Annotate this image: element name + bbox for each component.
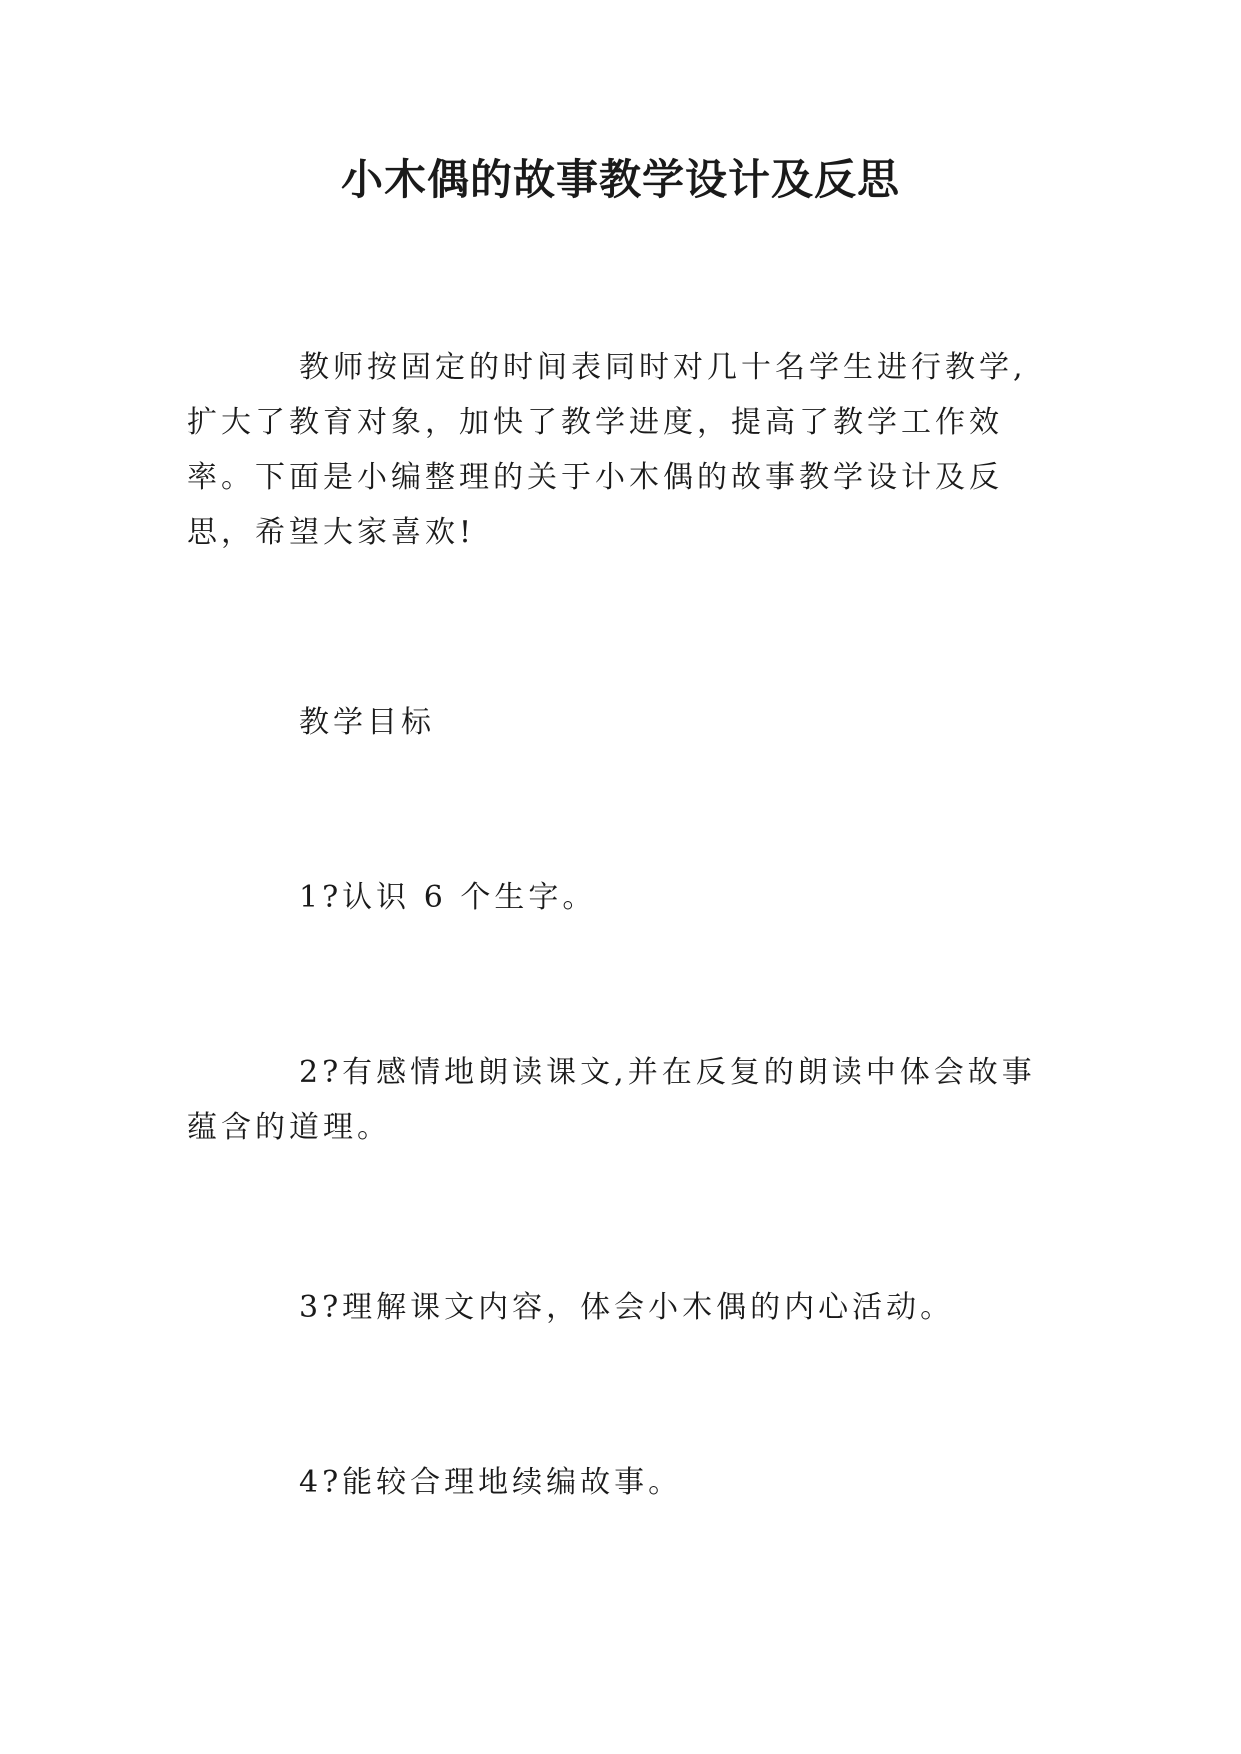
goal-item: 1?认识 6 个生字。 bbox=[299, 880, 597, 915]
goal-item: 4?能较合理地续编故事。 bbox=[299, 1465, 683, 1500]
intro-paragraph: 教师按固定的时间表同时对几十名学生进行教学,扩大了教育对象，加快了教学进度，提高了教学工作效率。下面是小编整理的关于小木偶的故事教学设计及反思，希望大家喜欢! bbox=[187, 350, 1027, 550]
document-title: 小木偶的故事教学设计及反思 bbox=[340, 155, 900, 204]
section-heading: 教学目标 bbox=[299, 705, 435, 740]
goal-item: 2?有感情地朗读课文,并在反复的朗读中体会故事蕴含的道理。 bbox=[187, 1055, 1036, 1145]
goal-item: 3?理解课文内容，体会小木偶的内心活动。 bbox=[299, 1290, 955, 1325]
